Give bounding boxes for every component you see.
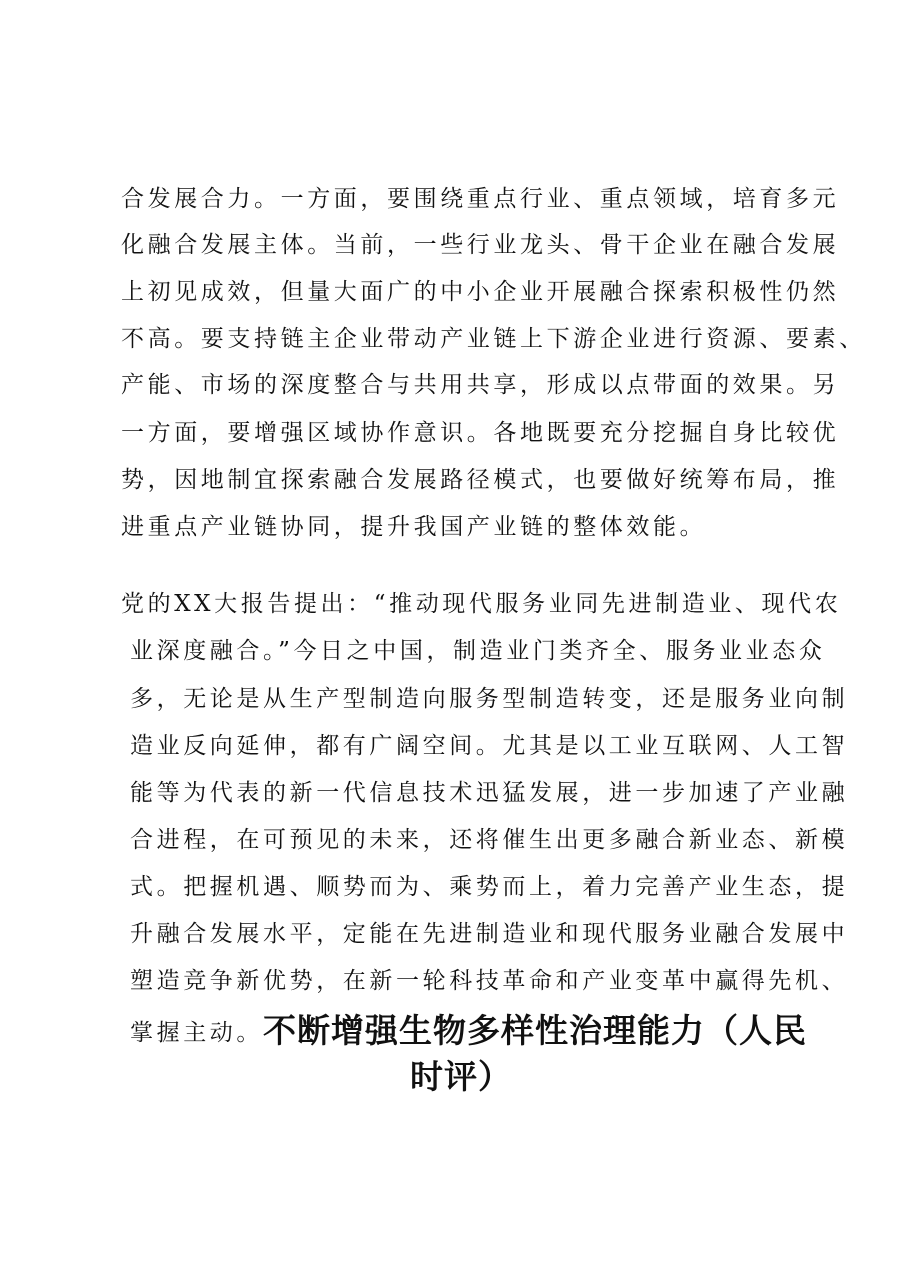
paragraph-2-line-8: 升融合发展水平，定能在先进制造业和现代服务业融合发展中: [130, 921, 849, 947]
paragraph-1-line-8: 进重点产业链协同，提升我国产业链的整体效能。: [121, 514, 707, 540]
paragraph-1-line-1: 合发展合力。一方面，要围绕重点行业、重点领域，培育多元: [121, 186, 840, 212]
paragraph-1-line-6: 一方面，要增强区域协作意识。各地既要充分挖掘自身比较优: [121, 420, 840, 446]
paragraph-2-line-5: 能等为代表的新一代信息技术迅猛发展，进一步加速了产业融: [130, 780, 849, 806]
paragraph-2-line-7: 式。把握机遇、顺势而为、乘势而上，着力完善产业生态，提: [130, 874, 849, 900]
article-heading: 不断增强生物多样性治理能力（人民: [263, 1011, 807, 1050]
paragraph-1-line-2: 化融合发展主体。当前，一些行业龙头、骨干企业在融合发展: [121, 232, 840, 258]
paragraph-2-line-10: 掌握主动。: [130, 1020, 263, 1046]
article-heading-continued: 时评）: [410, 1057, 512, 1096]
paragraph-2-line-1: 党的XX大报告提出：“推动现代服务业同先进制造业、现代农: [121, 591, 842, 617]
paragraph-1-line-4: 不高。要支持链主企业带动产业链上下游企业进行资源、要素、: [121, 326, 866, 352]
paragraph-2-line-4: 造业反向延伸，都有广阔空间。尤其是以工业互联网、人工智: [130, 733, 849, 759]
paragraph-2-line-3: 多，无论是从生产型制造向服务型制造转变，还是服务业向制: [130, 686, 849, 712]
paragraph-1-line-3: 上初见成效，但量大面广的中小企业开展融合探索积极性仍然: [121, 279, 840, 305]
paragraph-2-line-2: 业深度融合。”今日之中国，制造业门类齐全、服务业业态众: [130, 638, 826, 664]
paragraph-2-line-9: 塑造竞争新优势，在新一轮科技革命和产业变革中赢得先机、: [130, 968, 849, 994]
paragraph-2-line-6: 合进程，在可预见的未来，还将催生出更多融合新业态、新模: [130, 827, 849, 853]
paragraph-1-line-7: 势，因地制宜探索融合发展路径模式，也要做好统筹布局，推: [121, 467, 840, 493]
paragraph-2-last-line: [130, 1011, 807, 1053]
paragraph-1-line-5: 产能、市场的深度整合与共用共享，形成以点带面的效果。另: [121, 372, 840, 398]
